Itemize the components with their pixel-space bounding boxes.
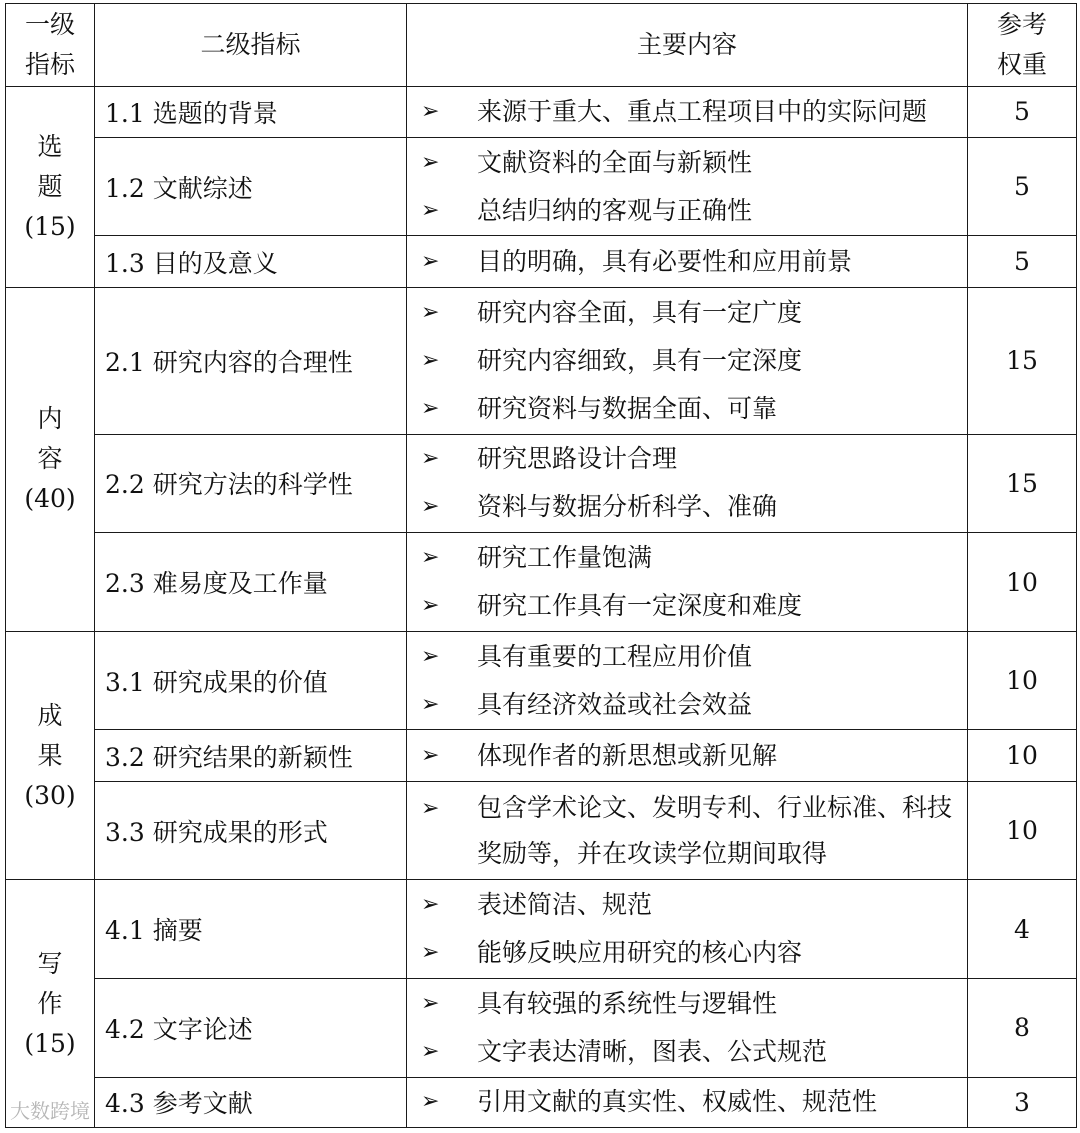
- table-row: [6, 880, 1077, 979]
- arrow-bullet-icon: ➢: [421, 1038, 440, 1064]
- content-item: [421, 337, 967, 385]
- indicator-cell: 1.3 目的及意义: [95, 236, 407, 287]
- content-item: [421, 289, 967, 337]
- header-level1: 一级 指标: [6, 4, 95, 87]
- weight-cell: 4: [968, 880, 1077, 979]
- arrow-bullet-icon: ➢: [421, 940, 440, 966]
- content-cell: [407, 86, 968, 137]
- category-cell: 内 容 (40): [6, 287, 95, 631]
- content-item: [421, 187, 967, 235]
- weight-cell: 8: [968, 979, 1077, 1078]
- indicator-cell: 4.2 文字论述: [95, 979, 407, 1078]
- weight-cell: 5: [968, 137, 1077, 236]
- content-item-text: 具有较强的系统性与逻辑性: [477, 988, 778, 1018]
- weight-cell: 10: [968, 631, 1077, 730]
- content-item: [421, 385, 967, 433]
- arrow-bullet-icon: ➢: [421, 395, 440, 421]
- weight-cell: 15: [968, 287, 1077, 434]
- content-cell: [407, 730, 968, 781]
- weight-cell: 10: [968, 781, 1077, 880]
- content-item-text: 研究内容细致，具有一定深度: [477, 345, 803, 375]
- header-level2: 二级指标: [95, 4, 407, 87]
- indicator-cell: 2.3 难易度及工作量: [95, 533, 407, 632]
- indicator-cell: 4.1 摘要: [95, 880, 407, 979]
- arrow-bullet-icon: ➢: [421, 197, 440, 223]
- weight-cell: 5: [968, 236, 1077, 287]
- arrow-bullet-icon: ➢: [421, 990, 440, 1016]
- content-item-text: 文献资料的全面与新颖性: [477, 147, 753, 177]
- content-cell: [407, 880, 968, 979]
- arrow-bullet-icon: ➢: [421, 149, 440, 175]
- content-cell: [407, 1077, 968, 1127]
- table-row: [6, 86, 1077, 137]
- indicator-cell: 2.1 研究内容的合理性: [95, 287, 407, 434]
- arrow-bullet-icon: ➢: [421, 742, 440, 768]
- arrow-bullet-icon: ➢: [421, 347, 440, 373]
- content-item: [421, 88, 967, 136]
- header-content: 主要内容: [407, 4, 968, 87]
- weight-cell: 10: [968, 730, 1077, 781]
- content-cell: [407, 533, 968, 632]
- content-item: [421, 238, 967, 286]
- content-item-text: 包含学术论文、发明专利、行业标准、科技奖励等，并在攻读学位期间取得: [477, 792, 953, 868]
- category-cell: 成 果 (30): [6, 631, 95, 880]
- content-item-text: 具有重要的工程应用价值: [477, 641, 753, 671]
- content-item-text: 文字表达清晰，图表、公式规范: [477, 1036, 828, 1066]
- content-item: [421, 534, 967, 582]
- content-item-text: 表述简洁、规范: [477, 890, 653, 920]
- content-cell: [407, 236, 968, 287]
- content-item-text: 具有经济效益或社会效益: [477, 689, 753, 719]
- category-cell: 选 题 (15): [6, 86, 95, 287]
- content-item: [421, 582, 967, 630]
- weight-cell: 5: [968, 86, 1077, 137]
- table-row: [6, 287, 1077, 434]
- content-cell: [407, 287, 968, 434]
- indicator-cell: 3.1 研究成果的价值: [95, 631, 407, 730]
- watermark: 大数跨境: [10, 1099, 90, 1123]
- indicator-cell: 2.2 研究方法的科学性: [95, 434, 407, 533]
- content-cell: [407, 137, 968, 236]
- evaluation-table: [5, 3, 1077, 1128]
- content-item-text: 引用文献的真实性、权威性、规范性: [477, 1087, 878, 1117]
- content-item-text: 能够反映应用研究的核心内容: [477, 938, 803, 968]
- content-item-text: 研究内容全面，具有一定广度: [477, 297, 803, 327]
- indicator-cell: 4.3 参考文献: [95, 1077, 407, 1127]
- arrow-bullet-icon: ➢: [421, 1089, 440, 1115]
- indicator-cell: 1.2 文献综述: [95, 137, 407, 236]
- weight-cell: 15: [968, 434, 1077, 533]
- content-item: [421, 785, 967, 877]
- content-item: [421, 681, 967, 729]
- content-item: [421, 139, 967, 187]
- indicator-cell: 1.1 选题的背景: [95, 86, 407, 137]
- header-weight: 参考 权重: [968, 4, 1077, 87]
- table-row: [6, 631, 1077, 730]
- content-cell: [407, 781, 968, 880]
- table-row: [6, 137, 1077, 236]
- table-row: [6, 1077, 1077, 1127]
- indicator-cell: 3.3 研究成果的形式: [95, 781, 407, 880]
- content-item: [421, 929, 967, 977]
- content-item: [421, 435, 967, 483]
- content-item-text: 研究工作量饱满: [477, 543, 653, 573]
- content-cell: [407, 631, 968, 730]
- arrow-bullet-icon: ➢: [421, 446, 440, 472]
- table-row: [6, 533, 1077, 632]
- content-item-text: 来源于重大、重点工程项目中的实际问题: [477, 96, 928, 126]
- arrow-bullet-icon: ➢: [421, 643, 440, 669]
- arrow-bullet-icon: ➢: [421, 98, 440, 124]
- content-item-text: 总结归纳的客观与正确性: [477, 195, 753, 225]
- weight-cell: 10: [968, 533, 1077, 632]
- content-item: [421, 881, 967, 929]
- weight-cell: 3: [968, 1077, 1077, 1127]
- arrow-bullet-icon: ➢: [421, 691, 440, 717]
- content-item-text: 研究资料与数据全面、可靠: [477, 393, 778, 423]
- arrow-bullet-icon: ➢: [421, 248, 440, 274]
- content-item: [421, 633, 967, 681]
- indicator-cell: 3.2 研究结果的新颖性: [95, 730, 407, 781]
- content-item: [421, 732, 967, 780]
- table-row: [6, 979, 1077, 1078]
- content-item-text: 目的明确，具有必要性和应用前景: [477, 246, 853, 276]
- content-item: [421, 1028, 967, 1076]
- content-cell: [407, 979, 968, 1078]
- arrow-bullet-icon: ➢: [421, 892, 440, 918]
- table-row: [6, 781, 1077, 880]
- content-item-text: 研究思路设计合理: [477, 444, 678, 474]
- arrow-bullet-icon: ➢: [421, 545, 440, 571]
- content-item: [421, 483, 967, 531]
- table-row: [6, 236, 1077, 287]
- content-cell: [407, 434, 968, 533]
- table-row: [6, 730, 1077, 781]
- arrow-bullet-icon: ➢: [421, 795, 440, 821]
- content-item: [421, 1078, 967, 1126]
- content-item-text: 资料与数据分析科学、准确: [477, 492, 778, 522]
- category-cell: 写 作 (15): [6, 880, 95, 1128]
- arrow-bullet-icon: ➢: [421, 593, 440, 619]
- content-item-text: 体现作者的新思想或新见解: [477, 740, 778, 770]
- content-item-text: 研究工作具有一定深度和难度: [477, 591, 803, 621]
- content-item: [421, 980, 967, 1028]
- table-row: [6, 434, 1077, 533]
- header-row: [6, 4, 1077, 87]
- arrow-bullet-icon: ➢: [421, 299, 440, 325]
- arrow-bullet-icon: ➢: [421, 494, 440, 520]
